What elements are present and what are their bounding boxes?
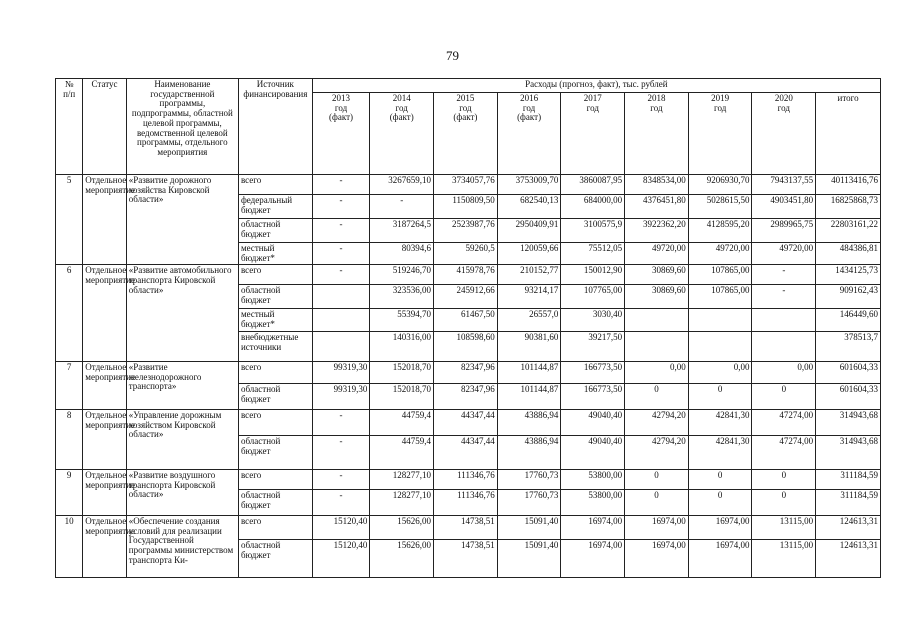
section-number: 6 [56, 265, 83, 361]
value-2016: 17760,73 [497, 469, 561, 489]
header-name: Наименование государственной программы, подпрограммы, областной целевой программы, ведомственной целевой программы, отдельного мероприятия [126, 79, 238, 175]
value-2016: 120059,66 [497, 243, 561, 265]
section-number: 9 [56, 469, 83, 515]
value-2013: - [312, 195, 370, 219]
value-2014: 15626,00 [370, 515, 434, 539]
value-total: 40113416,76 [816, 175, 881, 195]
header-year-2016: 2016 год (факт) [497, 93, 561, 175]
value-2019: 107865,00 [688, 265, 752, 285]
value-2019: 107865,00 [688, 285, 752, 309]
value-2016: 43886,94 [497, 435, 561, 469]
value-2013: 15120,40 [312, 515, 370, 539]
value-2015: 44347,44 [434, 435, 498, 469]
value-2020: 49720,00 [752, 243, 816, 265]
value-total: 311184,59 [816, 489, 881, 515]
value-2015: 59260,5 [434, 243, 498, 265]
value-2013: - [312, 219, 370, 243]
value-2018: 4376451,80 [625, 195, 689, 219]
value-2020: 47274,00 [752, 409, 816, 435]
header-no: № п/п [56, 79, 83, 175]
header-year-2018: 2018 год [625, 93, 689, 175]
value-2016: 17760,73 [497, 489, 561, 515]
value-2015: 415978,76 [434, 265, 498, 285]
funding-source: местный бюджет* [238, 309, 312, 331]
value-2018: 16974,00 [625, 515, 689, 539]
value-total: 311184,59 [816, 469, 881, 489]
value-2020: 0 [752, 489, 816, 515]
value-2017: 16974,00 [561, 539, 625, 577]
value-2020: 7943137,55 [752, 175, 816, 195]
value-2020: 0 [752, 383, 816, 409]
value-2013: - [312, 435, 370, 469]
value-2015: 3734057,76 [434, 175, 498, 195]
value-2020: - [752, 285, 816, 309]
section-status: Отдельное мероприятие [83, 265, 126, 361]
value-2020: 0 [752, 469, 816, 489]
value-2017: 53800,00 [561, 469, 625, 489]
value-2018 [625, 331, 689, 361]
value-2019: 5028615,50 [688, 195, 752, 219]
value-2019 [688, 309, 752, 331]
section-name: «Управление дорожным хозяйством Кировской области» [126, 409, 238, 469]
value-2015: 245912,66 [434, 285, 498, 309]
value-2016: 2950409,91 [497, 219, 561, 243]
value-2017: 150012,90 [561, 265, 625, 285]
value-2014: 80394,6 [370, 243, 434, 265]
value-2017: 166773,50 [561, 383, 625, 409]
value-2019: 4128595,20 [688, 219, 752, 243]
value-2016: 93214,17 [497, 285, 561, 309]
value-2020 [752, 309, 816, 331]
value-2015: 44347,44 [434, 409, 498, 435]
funding-source: областной бюджет [238, 539, 312, 577]
value-2014: 128277,10 [370, 469, 434, 489]
value-2014: 15626,00 [370, 539, 434, 577]
section-name: «Развитие дорожного хозяйства Кировской области» [126, 175, 238, 265]
funding-source: областной бюджет [238, 383, 312, 409]
section-number: 10 [56, 515, 83, 577]
value-2020: 2989965,75 [752, 219, 816, 243]
value-2018: 0 [625, 489, 689, 515]
table-header [56, 79, 881, 175]
value-total: 601604,33 [816, 383, 881, 409]
value-2018: 42794,20 [625, 435, 689, 469]
value-2017: 75512,05 [561, 243, 625, 265]
value-2017: 3030,40 [561, 309, 625, 331]
header-total: итого [816, 93, 881, 175]
value-2016: 210152,77 [497, 265, 561, 285]
value-2014: 519246,70 [370, 265, 434, 285]
section-number: 8 [56, 409, 83, 469]
value-2013: - [312, 243, 370, 265]
value-2015: 108598,60 [434, 331, 498, 361]
value-2013: - [312, 265, 370, 285]
value-2014: 152018,70 [370, 361, 434, 383]
value-total: 601604,33 [816, 361, 881, 383]
value-2016: 43886,94 [497, 409, 561, 435]
funding-source: внебюджетные источники [238, 331, 312, 361]
header-year-2019: 2019 год [688, 93, 752, 175]
value-2013: 99319,30 [312, 361, 370, 383]
value-total: 22803161,22 [816, 219, 881, 243]
value-2013 [312, 331, 370, 361]
value-2018 [625, 309, 689, 331]
value-2020: - [752, 265, 816, 285]
value-2018: 0 [625, 469, 689, 489]
funding-source: областной бюджет [238, 435, 312, 469]
value-2017: 39217,50 [561, 331, 625, 361]
value-2017: 16974,00 [561, 515, 625, 539]
table-row [56, 175, 881, 195]
value-2020: 0,00 [752, 361, 816, 383]
value-2017: 166773,50 [561, 361, 625, 383]
value-2019: 0 [688, 469, 752, 489]
value-2018: 0 [625, 383, 689, 409]
value-2020: 47274,00 [752, 435, 816, 469]
value-2020: 4903451,80 [752, 195, 816, 219]
value-2019: 42841,30 [688, 409, 752, 435]
value-2015: 2523987,76 [434, 219, 498, 243]
table-row [56, 409, 881, 435]
section-status: Отдельное мероприятие [83, 469, 126, 515]
value-2014: 44759,4 [370, 409, 434, 435]
value-2013: - [312, 489, 370, 515]
value-2019: 0,00 [688, 361, 752, 383]
value-2017: 49040,40 [561, 409, 625, 435]
value-2017: 684000,00 [561, 195, 625, 219]
value-2016: 90381,60 [497, 331, 561, 361]
value-2014: 44759,4 [370, 435, 434, 469]
section-status: Отдельное мероприятие [83, 361, 126, 409]
value-2018: 3922362,20 [625, 219, 689, 243]
value-2016: 101144,87 [497, 361, 561, 383]
value-2013: 99319,30 [312, 383, 370, 409]
funding-source: всего [238, 409, 312, 435]
value-total: 124613,31 [816, 539, 881, 577]
value-total: 378513,7 [816, 331, 881, 361]
value-2018: 16974,00 [625, 539, 689, 577]
section-status: Отдельное мероприятие [83, 515, 126, 577]
value-2016: 682540,13 [497, 195, 561, 219]
value-2015: 1150809,50 [434, 195, 498, 219]
value-2019: 42841,30 [688, 435, 752, 469]
value-2013: - [312, 409, 370, 435]
value-2014: 128277,10 [370, 489, 434, 515]
header-status: Статус [83, 79, 126, 175]
value-2013: - [312, 175, 370, 195]
value-2016: 15091,40 [497, 539, 561, 577]
value-2015: 82347,96 [434, 383, 498, 409]
value-2018: 8348534,00 [625, 175, 689, 195]
value-2016: 26557,0 [497, 309, 561, 331]
value-2017: 53800,00 [561, 489, 625, 515]
value-2015: 61467,50 [434, 309, 498, 331]
table-row [56, 265, 881, 285]
value-total: 1434125,73 [816, 265, 881, 285]
section-status: Отдельное мероприятие [83, 175, 126, 265]
header-year-2020: 2020 год [752, 93, 816, 175]
value-2016: 3753009,70 [497, 175, 561, 195]
section-status: Отдельное мероприятие [83, 409, 126, 469]
funding-source: местный бюджет* [238, 243, 312, 265]
value-2020 [752, 331, 816, 361]
value-2015: 82347,96 [434, 361, 498, 383]
expenses-table [55, 78, 881, 578]
value-2018: 0,00 [625, 361, 689, 383]
table-row [56, 515, 881, 539]
funding-source: федеральный бюджет [238, 195, 312, 219]
header-year-2014: 2014 год (факт) [370, 93, 434, 175]
funding-source: областной бюджет [238, 489, 312, 515]
value-2018: 30869,60 [625, 265, 689, 285]
page-number: 79 [446, 48, 459, 63]
value-2020: 13115,00 [752, 539, 816, 577]
value-2016: 101144,87 [497, 383, 561, 409]
header-year-2017: 2017 год [561, 93, 625, 175]
value-total: 16825868,73 [816, 195, 881, 219]
value-total: 314943,68 [816, 435, 881, 469]
header-year-2013: 2013 год (факт) [312, 93, 370, 175]
funding-source: всего [238, 175, 312, 195]
value-2018: 42794,20 [625, 409, 689, 435]
header-year-2015: 2015 год (факт) [434, 93, 498, 175]
value-2018: 49720,00 [625, 243, 689, 265]
value-2019: 9206930,70 [688, 175, 752, 195]
value-2013: - [312, 469, 370, 489]
value-2013 [312, 309, 370, 331]
section-name: «Обеспечение создания условий для реализации Государственной программы министерством транспорта Ки- [126, 515, 238, 577]
funding-source: областной бюджет [238, 219, 312, 243]
value-total: 146449,60 [816, 309, 881, 331]
section-name: «Развитие автомобильного транспорта Кировской области» [126, 265, 238, 361]
funding-source: всего [238, 469, 312, 489]
funding-source: всего [238, 265, 312, 285]
value-total: 909162,43 [816, 285, 881, 309]
table-body [56, 175, 881, 578]
section-number: 5 [56, 175, 83, 265]
value-2013: 15120,40 [312, 539, 370, 577]
value-2017: 3860087,95 [561, 175, 625, 195]
value-2014: 323536,00 [370, 285, 434, 309]
value-2017: 107765,00 [561, 285, 625, 309]
value-2015: 111346,76 [434, 489, 498, 515]
funding-source: всего [238, 515, 312, 539]
value-2016: 15091,40 [497, 515, 561, 539]
value-2019: 0 [688, 383, 752, 409]
value-2019 [688, 331, 752, 361]
value-2018: 30869,60 [625, 285, 689, 309]
table-row [56, 469, 881, 489]
value-2019: 49720,00 [688, 243, 752, 265]
value-2015: 111346,76 [434, 469, 498, 489]
value-2014: 3187264,5 [370, 219, 434, 243]
value-2019: 16974,00 [688, 515, 752, 539]
funding-source: всего [238, 361, 312, 383]
section-number: 7 [56, 361, 83, 409]
header-expenses: Расходы (прогноз, факт), тыс. рублей [312, 79, 880, 93]
header-source: Источник финансирования [238, 79, 312, 175]
funding-source: областной бюджет [238, 285, 312, 309]
value-total: 124613,31 [816, 515, 881, 539]
value-total: 484386,81 [816, 243, 881, 265]
value-total: 314943,68 [816, 409, 881, 435]
value-2019: 16974,00 [688, 539, 752, 577]
value-2014: 3267659,10 [370, 175, 434, 195]
value-2014: 152018,70 [370, 383, 434, 409]
value-2015: 14738,51 [434, 515, 498, 539]
value-2013 [312, 285, 370, 309]
value-2014: - [370, 195, 434, 219]
table-row [56, 361, 881, 383]
value-2017: 3100575,9 [561, 219, 625, 243]
value-2014: 140316,00 [370, 331, 434, 361]
section-name: «Развитие воздушного транспорта Кировской области» [126, 469, 238, 515]
value-2019: 0 [688, 489, 752, 515]
value-2014: 55394,70 [370, 309, 434, 331]
value-2015: 14738,51 [434, 539, 498, 577]
section-name: «Развитие железнодорожного транспорта» [126, 361, 238, 409]
value-2017: 49040,40 [561, 435, 625, 469]
value-2020: 13115,00 [752, 515, 816, 539]
